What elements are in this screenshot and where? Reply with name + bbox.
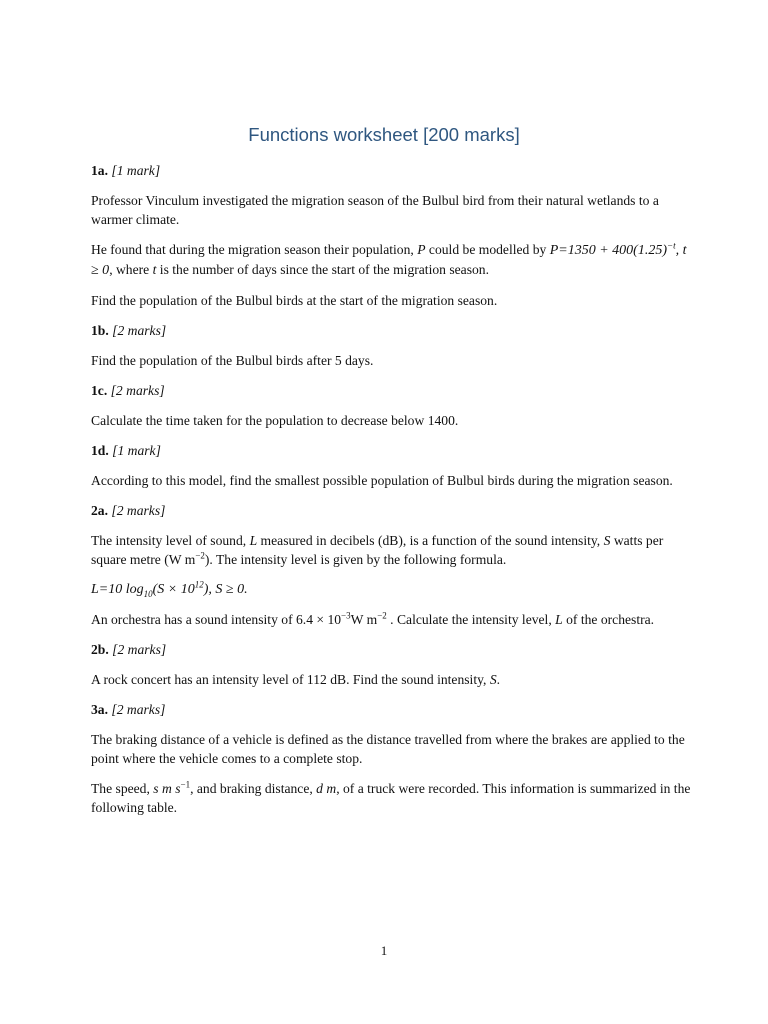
text: could be modelled by — [428, 242, 547, 257]
text: watts per square metre (W m — [91, 533, 664, 567]
formula-exponent: 12 — [194, 579, 204, 590]
question-1b-header — [91, 321, 691, 340]
exponent: −3 — [341, 610, 351, 621]
question-marks: [1 mark] — [112, 443, 161, 458]
question-2a-task — [91, 610, 691, 629]
text: , where — [109, 262, 150, 277]
intensity-formula — [91, 580, 691, 599]
formula-part: ), S ≥ 0. — [203, 582, 248, 597]
variable-p: P — [417, 242, 426, 257]
question-2a-intro — [91, 531, 691, 569]
text: of the orchestra. — [566, 612, 655, 627]
question-id: 3a. — [91, 702, 108, 717]
question-1a-model — [91, 240, 691, 280]
question-1c-task: Calculate the time taken for the population to decrease below 1400. — [91, 413, 459, 428]
question-1d-task: According to this model, find the smallest possible population of Bulbul birds during the migration season. — [91, 473, 673, 488]
question-marks: [2 marks] — [112, 642, 167, 657]
question-1a-intro: Professor Vinculum investigated the migration season of the Bulbul bird from their natural wetlands to a warmer climate. — [91, 193, 659, 227]
question-marks: [2 marks] — [111, 503, 166, 518]
formula-exponent: −t — [667, 240, 676, 251]
question-id: 1a. — [91, 163, 108, 178]
page-number: 1 — [380, 943, 388, 958]
text: W m — [350, 612, 378, 627]
distance-unit: d m — [316, 781, 337, 796]
text: The intensity level of sound, — [91, 533, 247, 548]
variable-l: L — [249, 533, 258, 548]
question-1a-header — [91, 161, 691, 180]
question-2a-header — [91, 501, 691, 520]
variable-s: S — [489, 672, 497, 687]
text: . — [496, 672, 501, 687]
question-id: 2a. — [91, 503, 108, 518]
text: He found that during the migration season their population, — [91, 242, 414, 257]
question-2b-task — [91, 670, 691, 689]
unit-exponent: −2 — [195, 550, 205, 561]
question-3a-data — [91, 779, 691, 817]
unit-exponent: −1 — [180, 779, 191, 790]
exponent: −2 — [377, 610, 387, 621]
question-marks: [2 marks] — [112, 323, 167, 338]
question-id: 2b. — [91, 642, 109, 657]
question-3a-header — [91, 700, 691, 719]
variable-s: S — [603, 533, 611, 548]
text: measured in decibels (dB), is a function of the sound intensity, — [260, 533, 601, 548]
formula-condition: , t ≥ 0 — [91, 243, 687, 278]
question-1a-task: Find the population of the Bulbul birds at the start of the migration season. — [91, 293, 498, 308]
text: The speed, — [91, 781, 150, 796]
text: is the number of days since the start of the migration season. — [159, 262, 489, 277]
formula-base: P=1350 + 400(1.25) — [549, 243, 668, 258]
text: An orchestra has a sound intensity of 6.4 × 10 — [91, 612, 342, 627]
question-id: 1c. — [91, 383, 108, 398]
question-marks: [1 mark] — [111, 163, 161, 178]
variable-l: L — [555, 612, 563, 627]
page-title: Functions worksheet [200 marks] — [248, 124, 520, 145]
question-id: 1b. — [91, 323, 109, 338]
formula-part: L=10 log — [91, 582, 144, 597]
speed-unit: s m s — [153, 781, 181, 796]
question-2b-header — [91, 640, 691, 659]
question-marks: [2 marks] — [110, 383, 165, 398]
variable-t: t — [152, 262, 157, 277]
question-id: 1d. — [91, 443, 109, 458]
question-3a-intro: The braking distance of a vehicle is defined as the distance travelled from where the brakes are applied to the point where the vehicle comes to a complete stop. — [91, 732, 685, 766]
question-1b-task: Find the population of the Bulbul birds after 5 days. — [91, 353, 374, 368]
text: , and braking distance, — [190, 781, 313, 796]
worksheet-body — [91, 161, 691, 828]
formula-part: (S × 10 — [152, 582, 195, 597]
question-1d-header — [91, 441, 691, 460]
question-1c-header — [91, 381, 691, 400]
log-base: 10 — [143, 588, 153, 599]
text: , of a truck were recorded. This information is summarized in the following table. — [91, 781, 691, 815]
question-marks: [2 marks] — [111, 702, 166, 717]
text: A rock concert has an intensity level of 112 dB. Find the sound intensity, — [91, 672, 487, 687]
text: . Calculate the intensity level, — [390, 612, 552, 627]
text: ). The intensity level is given by the following formula. — [204, 552, 507, 567]
